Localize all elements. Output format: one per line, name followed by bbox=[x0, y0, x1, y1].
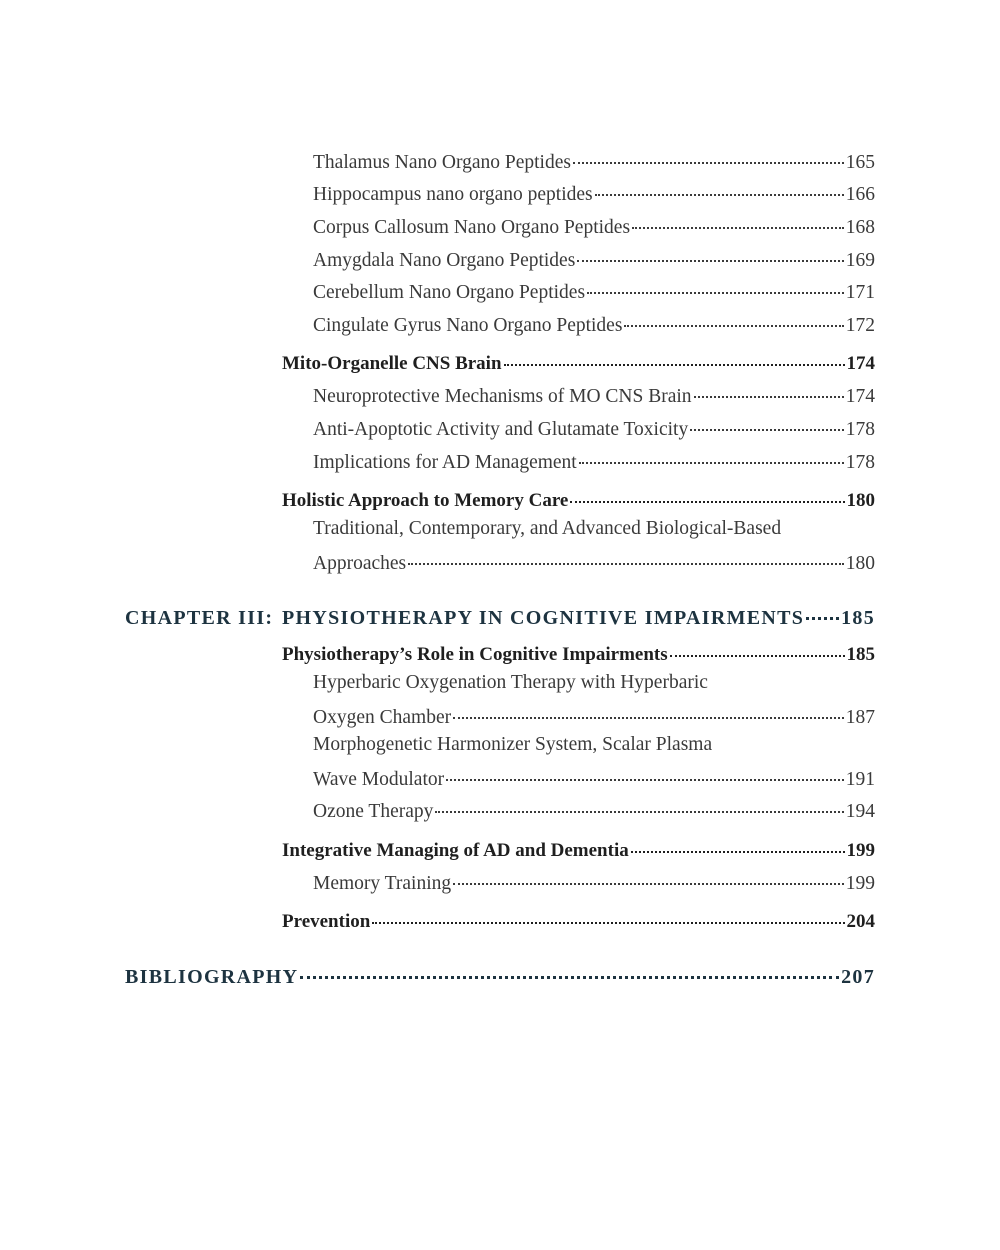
dot-leader bbox=[587, 278, 844, 298]
dot-leader bbox=[453, 703, 844, 723]
dot-leader bbox=[579, 448, 844, 468]
toc-entry-morphogenetic-line1[interactable]: Morphogenetic Harmonizer System, Scalar Plasma bbox=[313, 734, 713, 755]
toc-entry-traditional-line1[interactable]: Traditional, Contemporary, and Advanced Biological-Based bbox=[313, 518, 782, 539]
chapter-heading bbox=[125, 608, 804, 628]
entry-title: Approaches bbox=[313, 552, 407, 574]
dot-leader bbox=[453, 869, 844, 889]
toc-entry-anti-apoptotic[interactable] bbox=[313, 415, 875, 439]
dot-leader bbox=[435, 797, 843, 817]
page-number: 191 bbox=[845, 768, 875, 790]
entry-title: Memory Training bbox=[313, 872, 452, 894]
entry-title: Cerebellum Nano Organo Peptides bbox=[313, 281, 586, 303]
dot-leader bbox=[577, 246, 843, 266]
entry-title: Physiotherapy’s Role in Cognitive Impairments bbox=[282, 644, 668, 665]
entry-title: Wave Modulator bbox=[313, 768, 445, 790]
entry-title: Neuroprotective Mechanisms of MO CNS Brain bbox=[313, 385, 692, 407]
page-number: 204 bbox=[846, 911, 875, 932]
page-number: 172 bbox=[845, 314, 875, 336]
page-number: 174 bbox=[846, 353, 875, 374]
toc-entry-memory-training[interactable] bbox=[313, 869, 875, 893]
page-number: 169 bbox=[845, 249, 875, 271]
entry-title: Amygdala Nano Organo Peptides bbox=[313, 249, 576, 271]
toc-entry-morphogenetic[interactable] bbox=[313, 765, 875, 789]
page-number: 194 bbox=[845, 800, 875, 822]
dot-leader bbox=[632, 213, 844, 233]
entry-title: Hippocampus nano organo peptides bbox=[313, 183, 593, 205]
entry-title: Corpus Callosum Nano Organo Peptides bbox=[313, 216, 631, 238]
entry-title: Ozone Therapy bbox=[313, 800, 434, 822]
toc-entry-cingulate-gyrus[interactable] bbox=[313, 311, 875, 335]
page-number: 178 bbox=[845, 451, 875, 473]
toc-entry-neuroprotective[interactable] bbox=[313, 382, 875, 406]
toc-entry-amygdala[interactable] bbox=[313, 246, 875, 270]
entry-title: Oxygen Chamber bbox=[313, 706, 452, 728]
dot-leader bbox=[446, 765, 844, 785]
page-number: 199 bbox=[846, 840, 875, 861]
dot-leader bbox=[694, 382, 844, 402]
entry-title: Anti-Apoptotic Activity and Glutamate Toxicity bbox=[313, 418, 689, 440]
dot-leader bbox=[595, 180, 844, 200]
toc-section-holistic[interactable] bbox=[282, 487, 875, 510]
toc-chapter-3[interactable] bbox=[125, 604, 875, 628]
toc-entry-hippocampus[interactable] bbox=[313, 180, 875, 204]
dot-leader bbox=[300, 963, 839, 983]
toc-bibliography[interactable] bbox=[125, 963, 875, 987]
dot-leader bbox=[504, 350, 845, 369]
page-number: 180 bbox=[846, 490, 875, 511]
dot-leader bbox=[570, 487, 844, 506]
page-number: 180 bbox=[845, 552, 875, 574]
entry-title: Implications for AD Management bbox=[313, 451, 577, 473]
toc-entry-implications[interactable] bbox=[313, 448, 875, 472]
toc-section-physiotherapy-role[interactable] bbox=[282, 641, 875, 664]
chapter-label: CHAPTER III: bbox=[125, 607, 274, 629]
entry-title: Mito-Organelle CNS Brain bbox=[282, 353, 502, 374]
page-number: 185 bbox=[846, 644, 875, 665]
toc-section-prevention[interactable] bbox=[282, 908, 875, 931]
page-number: 168 bbox=[845, 216, 875, 238]
toc-entry-cerebellum[interactable] bbox=[313, 278, 875, 302]
toc-section-mito-organelle[interactable] bbox=[282, 350, 875, 373]
page-number: 165 bbox=[845, 151, 875, 173]
page-number: 178 bbox=[845, 418, 875, 440]
page-number: 166 bbox=[845, 183, 875, 205]
toc-section-integrative[interactable] bbox=[282, 837, 875, 860]
dot-leader bbox=[624, 311, 843, 331]
page-number: 207 bbox=[841, 966, 875, 988]
toc-entry-traditional[interactable] bbox=[313, 549, 875, 573]
dot-leader bbox=[690, 415, 844, 435]
entry-title: BIBLIOGRAPHY bbox=[125, 966, 299, 988]
chapter-title: PHYSIOTHERAPY IN COGNITIVE IMPAIRMENTS bbox=[282, 607, 805, 629]
dot-leader bbox=[573, 148, 844, 168]
toc-entry-ozone[interactable] bbox=[313, 797, 875, 821]
page-number: 185 bbox=[841, 607, 875, 629]
dot-leader bbox=[408, 549, 844, 569]
entry-title: Prevention bbox=[282, 911, 371, 932]
toc-entry-hyperbaric-line1[interactable]: Hyperbaric Oxygenation Therapy with Hyperbaric bbox=[313, 672, 708, 693]
entry-title: Cingulate Gyrus Nano Organo Peptides bbox=[313, 314, 623, 336]
dot-leader bbox=[806, 604, 839, 624]
page-number: 199 bbox=[845, 872, 875, 894]
toc-entry-thalamus[interactable] bbox=[313, 148, 875, 172]
entry-title: Holistic Approach to Memory Care bbox=[282, 490, 569, 511]
toc-entry-hyperbaric[interactable] bbox=[313, 703, 875, 727]
entry-title: Thalamus Nano Organo Peptides bbox=[313, 151, 571, 173]
page-number: 187 bbox=[845, 706, 875, 728]
page-number: 171 bbox=[845, 281, 875, 303]
page-number: 174 bbox=[845, 385, 875, 407]
toc-entry-corpus-callosum[interactable] bbox=[313, 213, 875, 237]
dot-leader bbox=[670, 641, 845, 660]
dot-leader bbox=[631, 837, 845, 856]
dot-leader bbox=[372, 908, 844, 927]
entry-title: Integrative Managing of AD and Dementia bbox=[282, 840, 629, 861]
